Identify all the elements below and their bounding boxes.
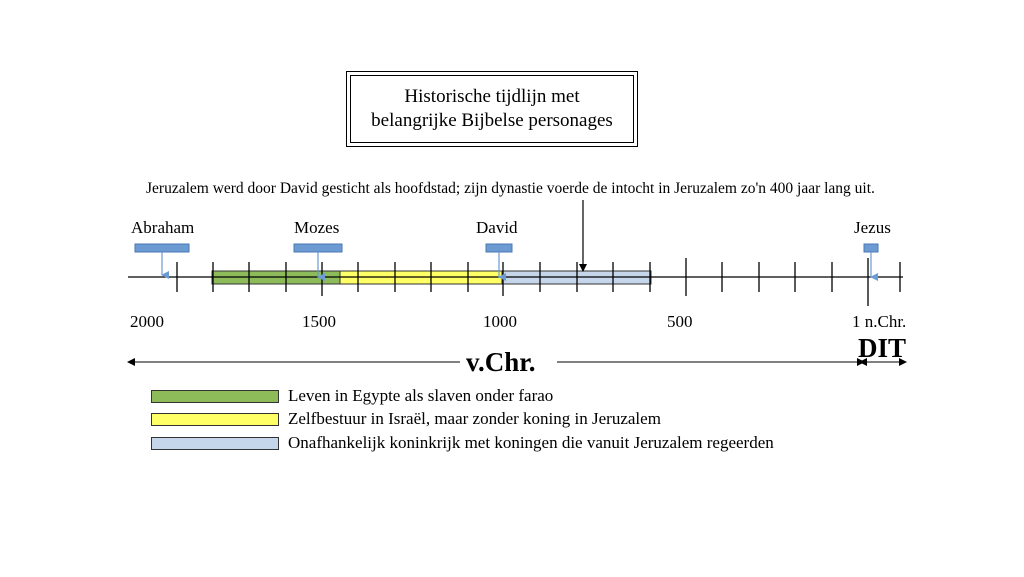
axis-label-2000: 2000 xyxy=(130,312,164,331)
axis-label-500: 500 xyxy=(667,312,693,331)
person-label-jezus: Jezus xyxy=(854,218,891,237)
era-bc-label: v.Chr. xyxy=(466,347,536,377)
jerusalem-note: Jeruzalem werd door David gesticht als hoofdstad; zijn dynastie voerde de intocht in Jeruzalem zo'n 400 jaar lang uit. xyxy=(146,180,875,197)
legend-item-selfrule xyxy=(151,409,661,429)
person-label-abraham: Abraham xyxy=(131,218,195,237)
axis-label-1-nchr: 1 n.Chr. xyxy=(852,312,907,331)
legend-item-kingdom xyxy=(151,433,774,453)
axis-label-1000: 1000 xyxy=(483,312,517,331)
person-label-mozes: Mozes xyxy=(294,218,340,237)
legend-text-selfrule: Zelfbestuur in Israël, maar zonder koning in Jeruzalem xyxy=(288,409,661,428)
legend-swatch-yellow xyxy=(151,413,279,426)
legend-swatch-blue xyxy=(151,437,279,450)
title-line-2: belangrijke Bijbelse personages xyxy=(371,110,613,131)
title-line-1: Historische tijdlijn met xyxy=(404,86,580,107)
legend-swatch-green xyxy=(151,390,279,403)
person-marker-abraham xyxy=(135,244,189,275)
legend-text-egypt: Leven in Egypte als slaven onder farao xyxy=(288,386,554,405)
legend-text-kingdom: Onafhankelijk koninkrijk met koningen die vanuit Jeruzalem regeerden xyxy=(288,433,774,452)
legend-item-egypt xyxy=(151,386,553,406)
person-marker-jezus xyxy=(864,244,878,277)
axis-label-1500: 1500 xyxy=(302,312,336,331)
person-label-david: David xyxy=(476,218,518,237)
era-now-label: DIT xyxy=(858,333,907,363)
